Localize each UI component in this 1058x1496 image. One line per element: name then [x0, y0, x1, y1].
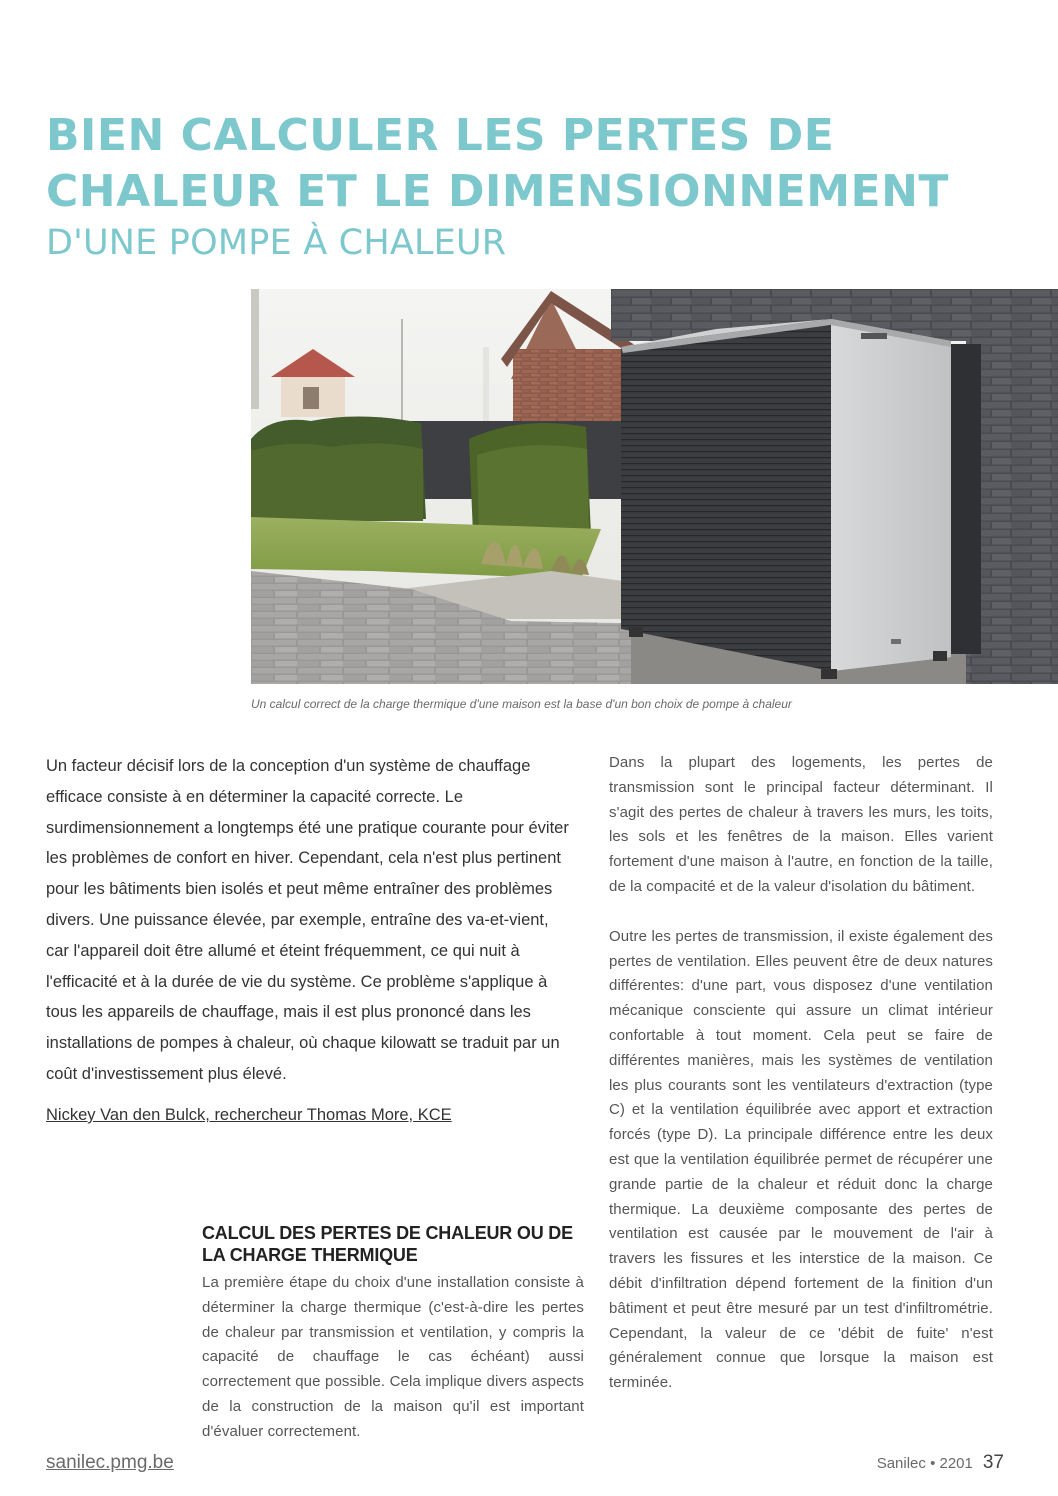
- section-body: La première étape du choix d'une installation consiste à déterminer la charge thermique (c'est-à-dire les pertes de chaleur par transmission et ventilation, y compris la capacité de chauffage le cas échéant) aussi correctement que possible. Cela implique divers aspects de la construction de la maison qu'il est important d'évaluer correctement.: [202, 1274, 584, 1440]
- photo-caption: Un calcul correct de la charge thermique d'une maison est la base d'un bon choix de pompe à chaleur: [251, 697, 792, 711]
- title-line-1: BIEN CALCULER LES PERTES DE: [46, 110, 835, 161]
- author-link[interactable]: Nickey Van den Bulck, rechercheur Thomas More, KCE: [46, 1106, 452, 1124]
- footer-magazine: Sanilec • 2201: [876, 1455, 973, 1472]
- title-main: [46, 108, 1026, 220]
- heat-pump-photo: [251, 289, 1058, 684]
- footer-website-link[interactable]: sanilec.pmg.be: [46, 1452, 174, 1473]
- title-subtitle: D'UNE POMPE À CHALEUR: [46, 223, 507, 263]
- intro-paragraph: Un facteur décisif lors de la conception d'un système de chauffage efficace consiste à en déterminer la capacité correcte. Le surdimensionnement a longtemps été une pratique courante pour éviter les problèmes de confort en hiver. Cependant, cela n'est plus pertinent pour les bâtiments bien isolés et peut même entraîner des problèmes divers. Une puissance élevée, par exemple, entraîne des va-et-vient, car l'appareil doit être allumé et éteint fréquemment, ce qui nuit à l'efficacité et à la durée de vie du système. Ce problème s'applique à tous les appareils de chauffage, mais il est plus prononcé dans les installations de pompes à chaleur, où chaque kilowatt se traduit par un coût d'investissement plus élevé.: [46, 757, 569, 1083]
- page-number: 37: [982, 1452, 1004, 1473]
- right-paragraph-2: Outre les pertes de transmission, il existe également des pertes de ventilation. Elles peuvent être de deux natures différentes: d'une part, vous disposez d'une ventilation mécanique consciente qui assure un climat intérieur confortable à tout moment. Cela peut se faire de différentes manières, mais les systèmes de ventilation les plus courants sont les ventilateurs d'extraction (type C) et la ventilation équilibrée avec apport et extraction forcés (type D). La principale différence entre les deux est que la ventilation équilibrée permet de récupérer une grande partie de la chaleur et réduit donc la charge thermique. La deuxième composante des pertes de ventilation est causée par le mouvement de l'air à travers les fissures et les interstice de la maison. Ce débit d'infiltration dépend fortement de la finition d'un bâtiment et peut être mesuré par un test d'infiltrométrie. Cependant, la valeur de ce 'débit de fuite' n'est généralement connue que lorsque la maison est terminée.: [609, 927, 993, 1392]
- section-heading: CALCUL DES PERTES DE CHALEUR OU DE LA CHARGE THERMIQUE: [202, 1223, 573, 1265]
- photo-illustration: [251, 289, 1058, 684]
- footer-page-info: [877, 1452, 1004, 1475]
- right-paragraph-1: Dans la plupart des logements, les pertes de transmission sont le principal facteur déterminant. Il s'agit des pertes de chaleur à travers les murs, les toits, les sols et les fenêtres de la maison. Elles varient fortement d'une maison à l'autre, en fonction de la taille, de la compacité et de la valeur d'isolation du bâtiment.: [609, 754, 993, 895]
- article-title: [46, 108, 1026, 264]
- title-line-2: CHALEUR ET LE DIMENSIONNEMENT: [46, 166, 949, 217]
- right-column: [609, 751, 993, 1396]
